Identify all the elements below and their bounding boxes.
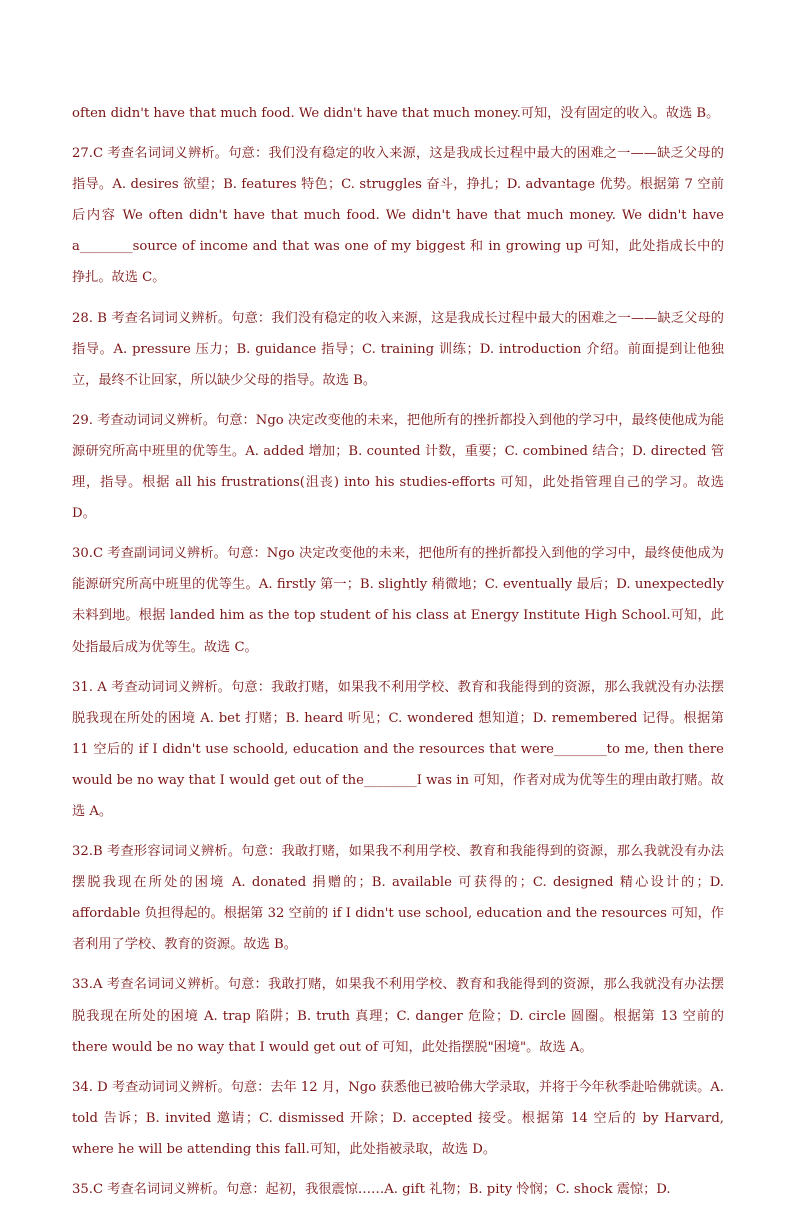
answer-paragraph: 28. B 考查名词词义辨析。句意：我们没有稳定的收入来源，这是我成长过程中最大的困难之一——缺乏父母的指导。A. pressure 压力；B. guidance 指导；C. training 训练；D. introduction 介绍。前面提到让他独立，最终不让回家，所以缺少父母的指导。故选 B。 (72, 310, 724, 388)
answer-paragraph: 32.B 考查形容词词义辨析。句意：我敢打赌，如果我不利用学校、教育和我能得到的资源，那么我就没有办法摆脱我现在所处的困境 A. donated 捐赠的；B. available 可获得的；C. designed 精心设计的；D. affordable 负担得起的。根据第 32 空前的 if I didn't use school, education and the resources 可知，作者利用了学校、教育的资源。故选 B。 (72, 844, 724, 953)
answer-paragraph: 33.A 考查名词词义辨析。句意：我敢打赌，如果我不利用学校、教育和我能得到的资源，那么我就没有办法摆脱我现在所处的困境 A. trap 陷阱；B. truth 真理；C. danger 危险；D. circle 圆圈。根据第 13 空前的 there would be no way that I would get out of 可知，此处指摆脱"困境"。故选 A。 (72, 977, 724, 1055)
answer-paragraph: 34. D 考查动词词义辨析。句意：去年 12 月，Ngo 获悉他已被哈佛大学录取，并将于今年秋季赴哈佛就读。A. told 告诉；B. invited 邀请；C. dismissed 开除；D. accepted 接受。根据第 14 空后的 by Harvard, where he will be attending this fall.可知，此处指被录取，故选 D。 (72, 1079, 724, 1157)
document-page (72, 98, 724, 1214)
answer-paragraph: 35.C 考查名词词义辨析。句意：起初，我很震惊……A. gift 礼物；B. pity 怜悯；C. shock 震惊；D. (72, 1182, 671, 1197)
answer-paragraph: 29. 考查动词词义辨析。句意：Ngo 决定改变他的未来，把他所有的挫折都投入到他的学习中，最终使他成为能源研究所高中班里的优等生。A. added 增加；B. counted 计数，重要；C. combined 结合；D. directed 管理，指导。根据 all his frustrations(沮丧) into his studies-efforts 可知，此处指管理自己的学习。故选 D。 (72, 412, 724, 522)
answer-paragraph: 27.C 考查名词词义辨析。句意：我们没有稳定的收入来源，这是我成长过程中最大的困难之一——缺乏父母的指导。A. desires 欲望；B. features 特色；C. struggles 奋斗，挣扎；D. advantage 优势。根据第 7 空前后内容 We often didn't have that much food. We didn't have that much money. We didn't have a________source of income and that was one of my biggest 和 in growing up 可知，此处指成长中的挣扎。故选 C。 (72, 146, 724, 286)
answer-paragraph: 31. A 考查动词词义辨析。句意：我敢打赌，如果我不利用学校、教育和我能得到的资源，那么我就没有办法摆脱我现在所处的困境 A. bet 打赌；B. heard 听见；C. wondered 想知道；D. remembered 记得。根据第 11 空后的 if I didn't use schoold, education and the resources that were________to me, then there would be no way that I would get out of the________I was in 可知，作者对成为优等生的理由敢打赌。故选 A。 (72, 679, 724, 819)
answer-paragraph: 30.C 考查副词词义辨析。句意：Ngo 决定改变他的未来，把他所有的挫折都投入到他的学习中，最终使他成为能源研究所高中班里的优等生。A. firstly 第一；B. slightly 稍微地；C. eventually 最后；D. unexpectedly 未料到地。根据 landed him as the top student of his class at Energy Institute High School.可知，此处指最后成为优等生。故选 C。 (72, 546, 724, 655)
answer-paragraph: often didn't have that much food. We didn't have that much money.可知，没有固定的收入。故选 B。 (72, 106, 720, 121)
